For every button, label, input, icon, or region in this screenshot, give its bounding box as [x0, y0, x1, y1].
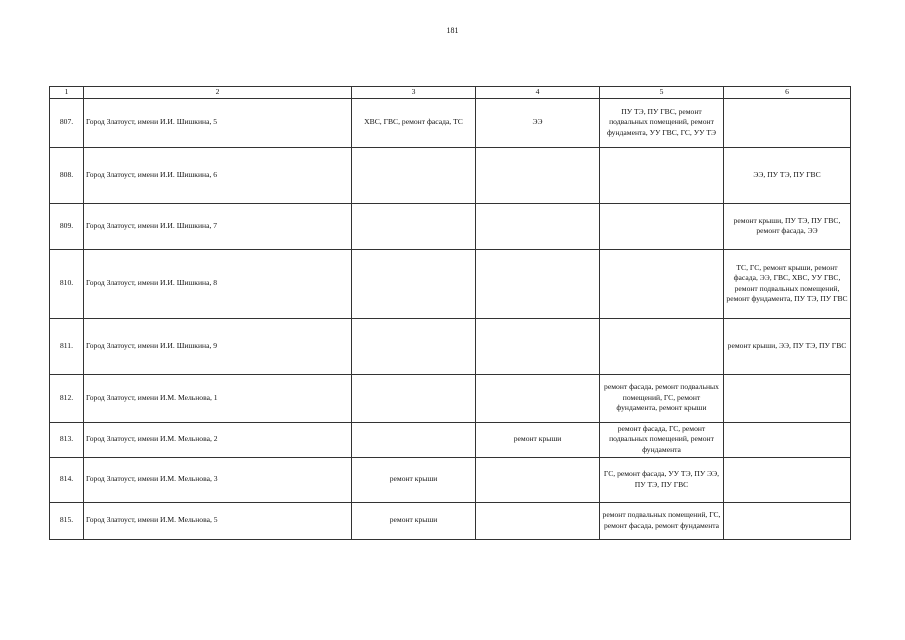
- page-number: 181: [446, 26, 459, 35]
- row-col6: ТС, ГС, ремонт крыши, ремонт фасада, ЭЭ, ГВС, ХВС, УУ ГВС, ремонт подвальных помещений, ремонт фундамента, ПУ ТЭ, ПУ ГВС: [724, 249, 851, 318]
- row-number: 812.: [50, 374, 84, 422]
- row-col3: [352, 249, 476, 318]
- table-row: [50, 457, 851, 502]
- row-col6: ремонт крыши, ЭЭ, ПУ ТЭ, ПУ ГВС: [724, 318, 851, 374]
- row-col6: ремонт крыши, ПУ ТЭ, ПУ ГВС, ремонт фасада, ЭЭ: [724, 203, 851, 249]
- row-col4: ремонт крыши: [476, 422, 600, 457]
- row-col3: ХВС, ГВС, ремонт фасада, ТС: [352, 98, 476, 147]
- row-address: Город Златоуст, имени И.М. Мельнова, 3: [84, 457, 352, 502]
- row-number: 813.: [50, 422, 84, 457]
- row-number: 808.: [50, 147, 84, 203]
- col-header-5: 5: [600, 87, 724, 99]
- row-col5: [600, 249, 724, 318]
- row-col5: ремонт фасада, ремонт подвальных помещений, ГС, ремонт фундамента, ремонт крыши: [600, 374, 724, 422]
- row-col5: ремонт фасада, ГС, ремонт подвальных помещений, ремонт фундамента: [600, 422, 724, 457]
- row-col6: [724, 457, 851, 502]
- row-col6: [724, 98, 851, 147]
- row-number: 809.: [50, 203, 84, 249]
- table-row: [50, 422, 851, 457]
- row-col4: [476, 147, 600, 203]
- row-address: Город Златоуст, имени И.И. Шишкина, 8: [84, 249, 352, 318]
- row-col6: [724, 422, 851, 457]
- row-number: 811.: [50, 318, 84, 374]
- row-col3: [352, 422, 476, 457]
- col-header-1: 1: [50, 87, 84, 99]
- table-row: [50, 502, 851, 539]
- row-address: Город Златоуст, имени И.М. Мельнова, 1: [84, 374, 352, 422]
- row-address: Город Златоуст, имени И.И. Шишкина, 6: [84, 147, 352, 203]
- col-header-3: 3: [352, 87, 476, 99]
- row-col5: [600, 147, 724, 203]
- col-header-2: 2: [84, 87, 352, 99]
- row-col3: [352, 318, 476, 374]
- row-number: 815.: [50, 502, 84, 539]
- row-col6: [724, 374, 851, 422]
- row-col3: ремонт крыши: [352, 457, 476, 502]
- col-header-6: 6: [724, 87, 851, 99]
- row-col4: [476, 249, 600, 318]
- row-address: Город Златоуст, имени И.И. Шишкина, 7: [84, 203, 352, 249]
- row-col6: [724, 502, 851, 539]
- row-col3: [352, 374, 476, 422]
- table-row: [50, 147, 851, 203]
- row-address: Город Златоуст, имени И.М. Мельнова, 2: [84, 422, 352, 457]
- row-col4: [476, 374, 600, 422]
- row-col4: ЭЭ: [476, 98, 600, 147]
- row-col5: [600, 318, 724, 374]
- row-col6: ЭЭ, ПУ ТЭ, ПУ ГВС: [724, 147, 851, 203]
- register-table: [49, 86, 851, 540]
- row-number: 810.: [50, 249, 84, 318]
- row-col5: [600, 203, 724, 249]
- table-row: [50, 98, 851, 147]
- table-row: [50, 249, 851, 318]
- table-row: [50, 374, 851, 422]
- row-col3: [352, 203, 476, 249]
- row-col4: [476, 502, 600, 539]
- row-col3: ремонт крыши: [352, 502, 476, 539]
- col-header-4: 4: [476, 87, 600, 99]
- row-col5: ПУ ТЭ, ПУ ГВС, ремонт подвальных помещений, ремонт фундамента, УУ ГВС, ГС, УУ ТЭ: [600, 98, 724, 147]
- row-col4: [476, 457, 600, 502]
- row-col5: ГС, ремонт фасада, УУ ТЭ, ПУ ЭЭ, ПУ ТЭ, ПУ ГВС: [600, 457, 724, 502]
- table-row: [50, 318, 851, 374]
- row-col4: [476, 203, 600, 249]
- header-row: [50, 87, 851, 99]
- row-col5: ремонт подвальных помещений, ГС, ремонт фасада, ремонт фундамента: [600, 502, 724, 539]
- row-number: 814.: [50, 457, 84, 502]
- row-address: Город Златоуст, имени И.И. Шишкина, 9: [84, 318, 352, 374]
- row-number: 807.: [50, 98, 84, 147]
- row-address: Город Златоуст, имени И.М. Мельнова, 5: [84, 502, 352, 539]
- table-row: [50, 203, 851, 249]
- row-col4: [476, 318, 600, 374]
- row-address: Город Златоуст, имени И.И. Шишкина, 5: [84, 98, 352, 147]
- row-col3: [352, 147, 476, 203]
